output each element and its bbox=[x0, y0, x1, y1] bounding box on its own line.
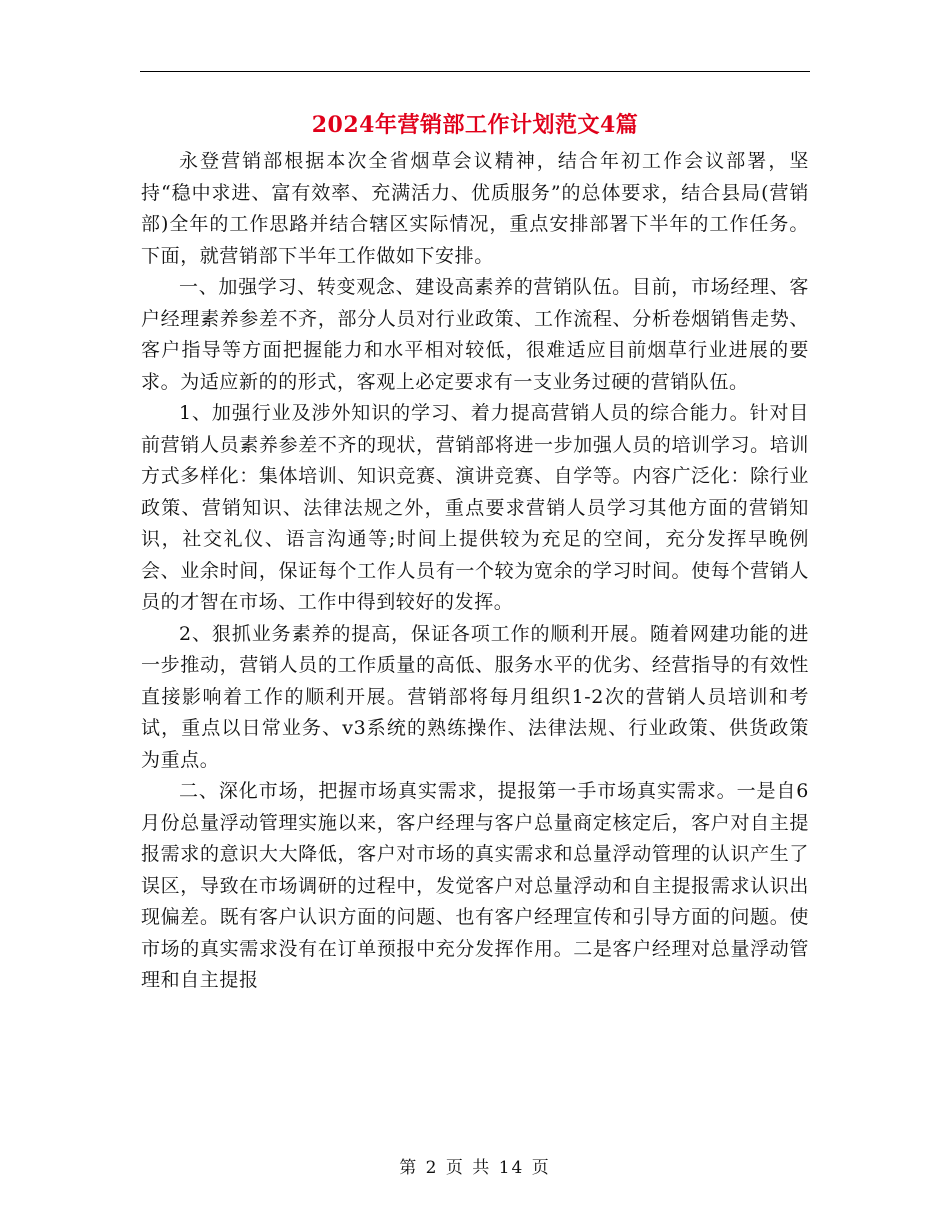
document-body bbox=[141, 146, 809, 997]
header-rule bbox=[140, 71, 810, 72]
page-number-footer: 第 2 页 共 14 页 bbox=[399, 1158, 551, 1178]
paragraph: 二、深化市场，把握市场真实需求，提报第一手市场真实需求。一是自6月份总量浮动管理实施以来，客户经理与客户总量商定核定后，客户对自主提报需求的意识大大降低，客户对市场的真实需求和总量浮动管理的认识产生了误区，导致在市场调研的过程中，发觉客户对总量浮动和自主提报需求认识出现偏差。既有客户认识方面的问题、也有客户经理宣传和引导方面的问题。使市场的真实需求没有在订单预报中充分发挥作用。二是客户经理对总量浮动管理和自主提报 bbox=[141, 780, 809, 991]
paragraph: 1、加强行业及涉外知识的学习、着力提高营销人员的综合能力。针对目前营销人员素养参差不齐的现状，营销部将进一步加强人员的培训学习。培训方式多样化：集体培训、知识竞赛、演讲竞赛、自学等。内容广泛化：除行业政策、营销知识、法律法规之外，重点要求营销人员学习其他方面的营销知识，社交礼仪、语言沟通等;时间上提供较为充足的空间，充分发挥早晚例会、业余时间，保证每个工作人员有一个较为宽余的学习时间。使每个营销人员的才智在市场、工作中得到较好的发挥。 bbox=[141, 402, 809, 613]
paragraph: 永登营销部根据本次全省烟草会议精神，结合年初工作会议部署，坚持“稳中求进、富有效率、充满活力、优质服务”的总体要求，结合县局(营销部)全年的工作思路并结合辖区实际情况，重点安排部署下半年的工作任务。下面，就营销部下半年工作做如下安排。 bbox=[141, 150, 809, 267]
paragraph: 一、加强学习、转变观念、建设高素养的营销队伍。目前，市场经理、客户经理素养参差不齐，部分人员对行业政策、工作流程、分析卷烟销售走势、客户指导等方面把握能力和水平相对较低，很难适应目前烟草行业进展的要求。为适应新的的形式，客观上必定要求有一支业务过硬的营销队伍。 bbox=[141, 276, 809, 393]
document-title: 2024年营销部工作计划范文4篇 bbox=[311, 112, 639, 138]
paragraph: 2、狠抓业务素养的提高，保证各项工作的顺利开展。随着网建功能的进一步推动，营销人员的工作质量的高低、服务水平的优劣、经营指导的有效性直接影响着工作的顺利开展。营销部将每月组织1-2次的营销人员培训和考试，重点以日常业务、v3系统的熟练操作、法律法规、行业政策、供货政策为重点。 bbox=[141, 622, 809, 771]
